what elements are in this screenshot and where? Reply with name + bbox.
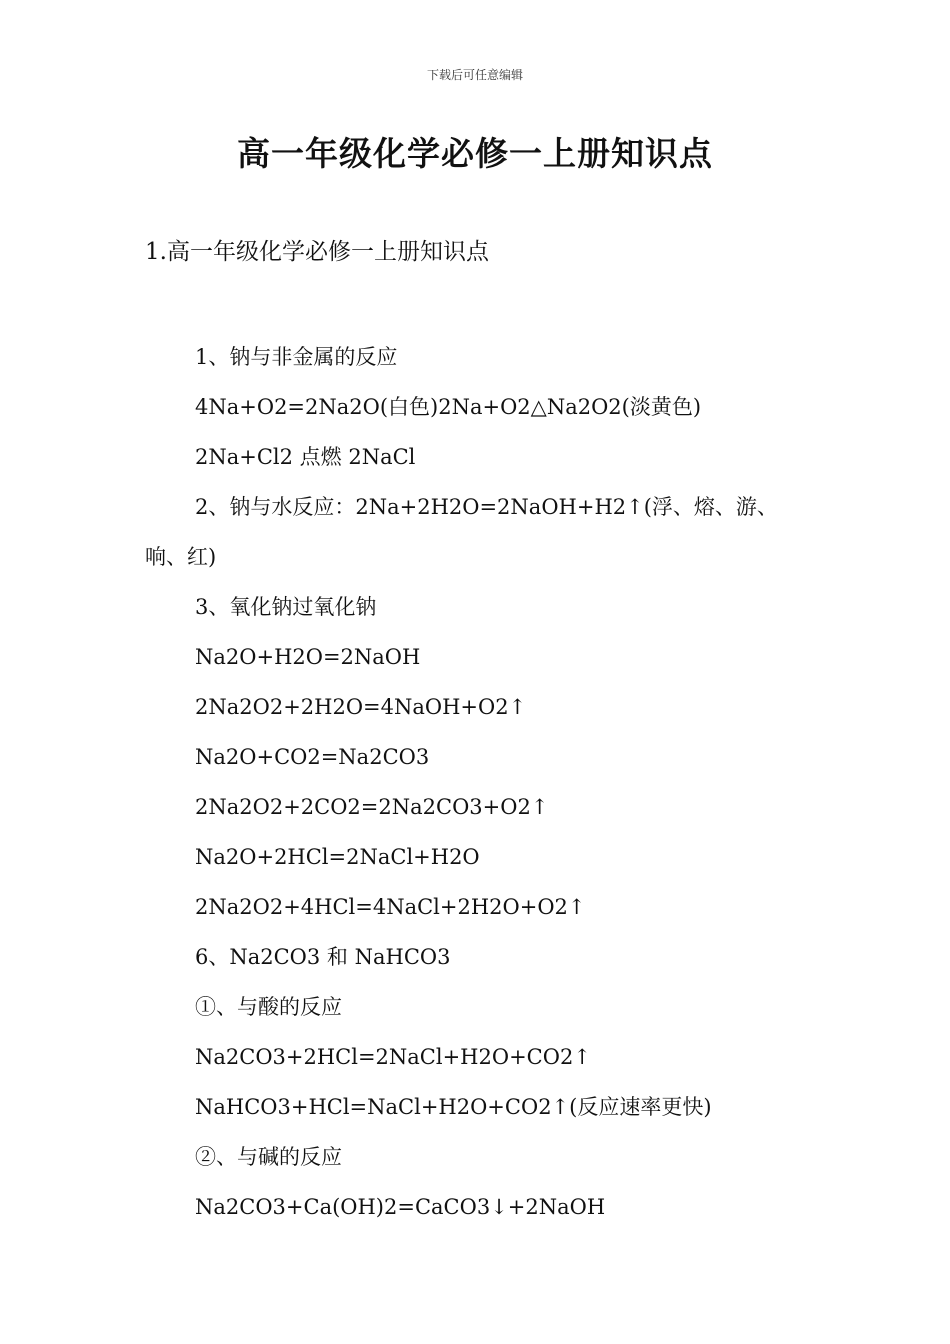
paragraph-line: 6、Na2CO3 和 NaHCO3 xyxy=(195,945,451,969)
document-title: 高一年级化学必修一上册知识点 xyxy=(237,134,713,173)
equation-line: Na2CO3+Ca(OH)2=CaCO3↓+2NaOH xyxy=(195,1195,606,1219)
equation-line: 2Na2O2+4HCl=4NaCl+2H2O+O2↑ xyxy=(195,895,586,919)
paragraph-line: 2、钠与水反应：2Na+2H2O=2NaOH+H2↑(浮、熔、游、响、红) xyxy=(145,495,778,569)
equation-line: 2Na2O2+2CO2=2Na2CO3+O2↑ xyxy=(195,795,549,819)
equation-line: Na2O+CO2=Na2CO3 xyxy=(195,745,430,769)
paragraph-line: ①、与酸的反应 xyxy=(195,995,342,1019)
paragraph-line: ②、与碱的反应 xyxy=(195,1145,342,1169)
header-note: 下载后可任意编辑 xyxy=(426,68,523,82)
equation-line: 2Na2O2+2H2O=4NaOH+O2↑ xyxy=(195,695,527,719)
equation-line: 4Na+O2=2Na2O(白色)2Na+O2△Na2O2(淡黄色) xyxy=(195,395,702,419)
equation-line: NaHCO3+HCl=NaCl+H2O+CO2↑(反应速率更快) xyxy=(195,1095,712,1119)
paragraph-line: 1、钠与非金属的反应 xyxy=(195,345,398,369)
section-heading: 1.高一年级化学必修一上册知识点 xyxy=(145,239,489,265)
paragraph-line: 3、氧化钠过氧化钠 xyxy=(195,595,377,619)
equation-line: Na2CO3+2HCl=2NaCl+H2O+CO2↑ xyxy=(195,1045,591,1069)
equation-line: 2Na+Cl2 点燃 2NaCl xyxy=(195,445,416,469)
document-body xyxy=(145,332,810,1232)
equation-line: Na2O+H2O=2NaOH xyxy=(195,645,421,669)
equation-line: Na2O+2HCl=2NaCl+H2O xyxy=(195,845,480,869)
